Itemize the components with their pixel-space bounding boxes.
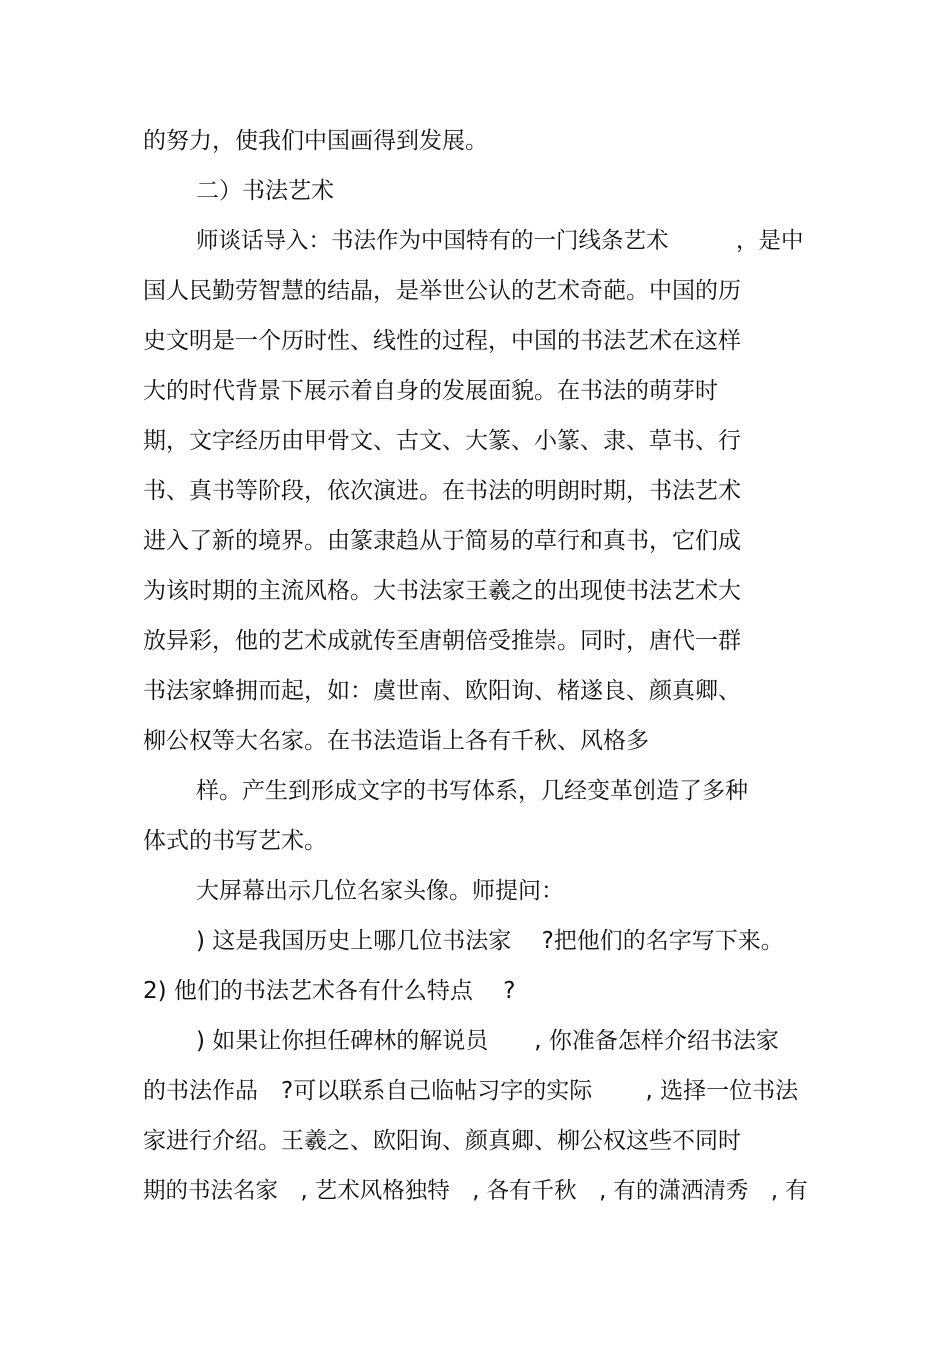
question-2: 2) 他们的书法艺术各有什么特点 ?: [143, 978, 516, 1004]
text-line: 国人民勤劳智慧的结晶，是举世公认的艺术奇葩。中国的历: [143, 278, 741, 304]
text-line: 期，文字经历由甲骨文、古文、大篆、小篆、隶、草书、行: [143, 428, 741, 454]
text-line: 史文明是一个历时性、线性的过程，中国的书法艺术在这样: [143, 328, 741, 354]
text-line: 为该时期的主流风格。大书法家王羲之的出现使书法艺术大: [143, 578, 741, 604]
text-line: 期的书法名家 , 艺术风格独特 , 各有千秋 , 有的潇洒清秀 , 有: [143, 1178, 808, 1204]
text-line: 的努力，使我们中国画得到发展。: [143, 128, 488, 154]
text-line: 大屏幕出示几位名家头像。师提问：: [196, 878, 564, 904]
text-line: 师谈话导入：书法作为中国特有的一门线条艺术 ，是中: [196, 228, 804, 254]
text-line: 柳公权等大名家。在书法造诣上各有千秋、风格多: [143, 728, 649, 754]
text-line: 书法家蜂拥而起，如：虞世南、欧阳询、楮遂良、颜真卿、: [143, 678, 741, 704]
question-3: ) 如果让你担任碑林的解说员 , 你准备怎样介绍书法家: [196, 1028, 779, 1054]
text-line: 大的时代背景下展示着自身的发展面貌。在书法的萌芽时: [143, 378, 718, 404]
text-line: 体式的书写艺术。: [143, 828, 327, 854]
text-line: 放异彩，他的艺术成就传至唐朝倍受推崇。同时，唐代一群: [143, 628, 741, 654]
text-line: 样。产生到形成文字的书写体系，几经变革创造了多种: [196, 778, 748, 804]
question-1: ) 这是我国历史上哪几位书法家 ?把他们的名字写下来。: [196, 928, 784, 954]
text-line: 书、真书等阶段，依次演进。在书法的明朗时期，书法艺术: [143, 478, 741, 504]
text-line: 进入了新的境界。由篆隶趋从于简易的草行和真书，它们成: [143, 528, 741, 554]
text-line: 家进行介绍。王羲之、欧阳询、颜真卿、柳公权这些不同时: [143, 1128, 741, 1154]
text-line: 的书法作品 ?可以联系自己临帖习字的实际 , 选择一位书法: [143, 1078, 799, 1104]
section-heading: 二）书法艺术: [196, 178, 334, 204]
